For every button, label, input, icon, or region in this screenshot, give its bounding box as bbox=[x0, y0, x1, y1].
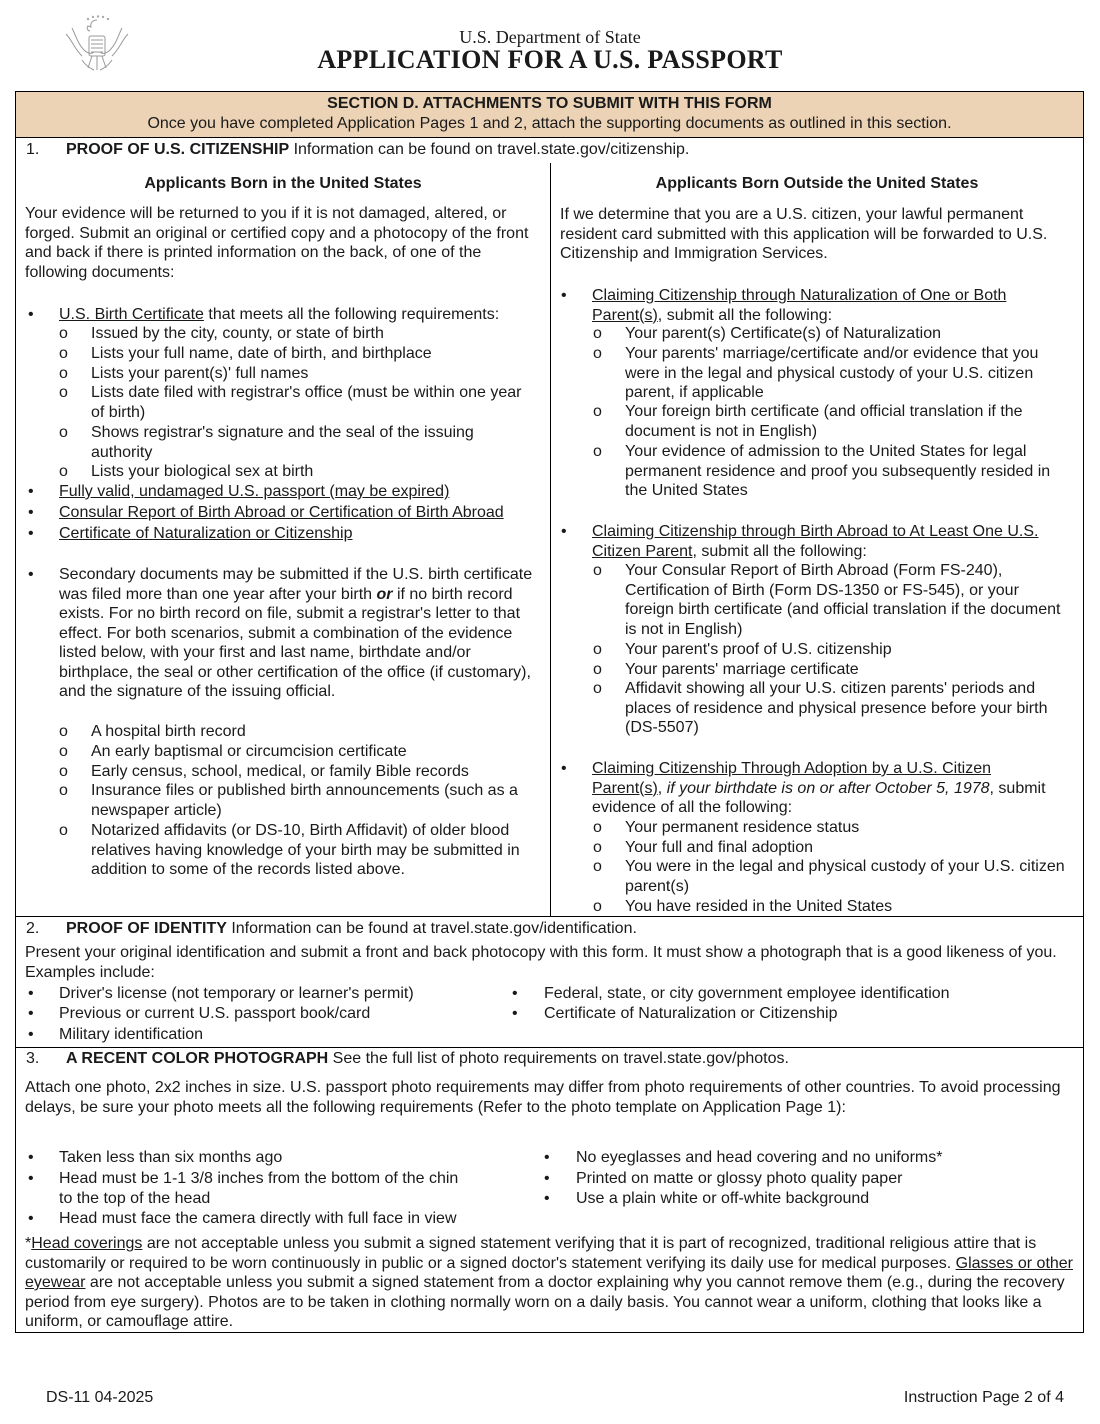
s2-left-item: Military identification bbox=[59, 1026, 204, 1043]
s3-note bbox=[25, 1234, 1077, 1332]
bullet-icon: • bbox=[561, 760, 567, 777]
bullet-icon: • bbox=[28, 1210, 34, 1227]
head-coverings-link: Head coverings bbox=[31, 1235, 143, 1252]
naturalization-link: Claiming Citizenship through Naturalization of One or Both Parent(s) bbox=[592, 287, 1007, 324]
right-b3-sub: Your full and final adoption bbox=[625, 839, 813, 856]
right-b3-sub: You have resided in the United States bbox=[625, 898, 893, 915]
sub-bullet-icon: o bbox=[59, 325, 68, 342]
s3-intro: Attach one photo, 2x2 inches in size. U.S. passport photo requirements may differ from photo requirements of other countries. To avoid processing delays, be sure your photo meets all the following requirements (Refer to the photo template on Application Page 1): bbox=[25, 1079, 1061, 1116]
bullet-icon: • bbox=[512, 985, 518, 1002]
bullet-icon: • bbox=[28, 306, 34, 323]
column-divider bbox=[550, 163, 551, 916]
left-b2: Fully valid, undamaged U.S. passport (may be expired) bbox=[59, 483, 450, 500]
left-b5-sub: A hospital birth record bbox=[91, 723, 246, 740]
left-b5-b: if no birth record exists. For no birth record on file, submit a registrar's letter to that effect. For both scenarios, submit a combination of the evidence listed below, with your first and last name, birthdate and/or birthplace, the seal or other certification of the office (if customary), and the signature of the issuing official. bbox=[59, 585, 531, 700]
right-b2 bbox=[592, 522, 1077, 561]
bullet-icon: • bbox=[28, 985, 34, 1002]
sub-bullet-icon: o bbox=[593, 345, 602, 362]
s2-title: PROOF OF IDENTITY bbox=[66, 920, 227, 937]
s2-number: 2. bbox=[26, 920, 40, 937]
right-b1-rest: , submit all the following: bbox=[657, 306, 833, 324]
left-b1-sub: Lists your full name, date of birth, and birthplace bbox=[91, 345, 432, 362]
left-b5-sub: Notarized affidavits (or DS-10, Birth Affidavit) of older blood relatives having knowledge of your birth may be submitted in addition to some of the records listed above. bbox=[91, 822, 520, 878]
bullet-icon: • bbox=[512, 1005, 518, 1022]
right-heading: Applicants Born Outside the United States bbox=[655, 175, 979, 192]
section-d-frame bbox=[15, 91, 1084, 1333]
left-b1-rest: that meets all the following requirements: bbox=[203, 306, 500, 323]
sub-bullet-icon: o bbox=[59, 782, 68, 799]
birth-certificate-link: U.S. Birth Certificate bbox=[59, 306, 204, 323]
bullet-icon: • bbox=[544, 1170, 550, 1187]
s2-intro: Present your original identification and submit a front and back photocopy with this form. It must show a photograph that is a good likeness of you. Examples include: bbox=[25, 944, 1057, 981]
s2-right-item: Certificate of Naturalization or Citizenship bbox=[544, 1005, 838, 1022]
right-b2-sub: Your parents' marriage certificate bbox=[625, 661, 859, 678]
bullet-icon: • bbox=[28, 1149, 34, 1166]
s2-left-item: Driver's license (not temporary or learner's permit) bbox=[59, 985, 414, 1002]
right-b1-sub: Your parent(s) Certificate(s) of Naturalization bbox=[625, 325, 941, 342]
s2-right-item: Federal, state, or city government employee identification bbox=[544, 985, 950, 1002]
sub-bullet-icon: o bbox=[59, 384, 68, 401]
adoption-link: Claiming Citizenship Through Adoption by a U.S. Citizen Parent(s) bbox=[592, 760, 992, 797]
right-b3: Claiming Citizenship Through Adoption by a U.S. Citizen Parent(s), if your birthdate is on or after October 5, 1978, submit evidence of all the following: bbox=[592, 760, 1046, 816]
sub-bullet-icon: o bbox=[593, 898, 602, 915]
sub-bullet-icon: o bbox=[593, 839, 602, 856]
left-intro: Your evidence will be returned to you if it is not damaged, altered, or forged. Submit an original or certified copy and a photocopy of the front and back if there is printed information on the back, of one of the following documents: bbox=[25, 205, 529, 281]
left-b5-sub: An early baptismal or circumcision certificate bbox=[91, 743, 407, 760]
bullet-icon: • bbox=[28, 1005, 34, 1022]
right-b2-sub: Affidavit showing all your U.S. citizen parents' periods and places of residence and physical presence before your birth (DS-5507) bbox=[625, 680, 1048, 736]
form-id: DS-11 04-2025 bbox=[46, 1389, 154, 1406]
bullet-icon: • bbox=[544, 1190, 550, 1207]
sub-bullet-icon: o bbox=[593, 819, 602, 836]
s1-number: 1. bbox=[26, 141, 40, 158]
right-b1-sub: Your evidence of admission to the United States for legal permanent residence and proof you subsequently resided in the United States bbox=[625, 443, 1051, 499]
s3-info: See the full list of photo requirements on travel.state.gov/photos. bbox=[328, 1050, 789, 1067]
s3-left-item: Head must face the camera directly with full face in view bbox=[59, 1210, 457, 1227]
s3-right-item: Printed on matte or glossy photo quality paper bbox=[576, 1170, 903, 1187]
right-b2-rest: , submit all the following: bbox=[692, 542, 867, 560]
note-mid: are not acceptable unless you submit a signed statement verifying that it is part of recognized, traditional religious attire that is customarily or required to be worn continuously in public or a signed doctor's statement verifying its daily use for medical purposes. bbox=[25, 1235, 1037, 1272]
left-b1-sub: Shows registrar's signature and the seal of the issuing authority bbox=[91, 424, 474, 461]
sub-bullet-icon: o bbox=[593, 562, 602, 579]
sub-bullet-icon: o bbox=[59, 424, 68, 441]
s1-heading bbox=[66, 140, 689, 160]
s3-left-item: Taken less than six months ago bbox=[59, 1149, 283, 1166]
bullet-icon: • bbox=[544, 1149, 550, 1166]
s3-right-item: Use a plain white or off-white background bbox=[576, 1190, 870, 1207]
bullet-icon: • bbox=[28, 566, 34, 583]
right-b3-sub: Your permanent residence status bbox=[625, 819, 860, 836]
s3-heading bbox=[66, 1049, 789, 1069]
section-header bbox=[16, 92, 1083, 138]
divider bbox=[16, 1047, 1083, 1048]
sub-bullet-icon: o bbox=[593, 858, 602, 875]
left-b1 bbox=[59, 305, 539, 325]
bullet-icon: • bbox=[28, 525, 34, 542]
sub-bullet-icon: o bbox=[59, 822, 68, 839]
sub-bullet-icon: o bbox=[593, 325, 602, 342]
note-end: are not acceptable unless you submit a signed statement from a doctor explaining why you cannot remove them (e.g., during the recovery period from eye surgery). Photos are to be taken in clothing normally worn on a daily basis. You cannot wear a uniform, clothing that looks like a uniform, or camouflage attire. bbox=[25, 1274, 1065, 1330]
left-b5-sub: Insurance files or published birth announcements (such as a newspaper article) bbox=[91, 782, 518, 819]
bullet-icon: • bbox=[28, 483, 34, 500]
s2-heading bbox=[66, 919, 637, 939]
s1-title: PROOF OF U.S. CITIZENSHIP bbox=[66, 141, 290, 158]
right-b3-rest: submit evidence of all the following: bbox=[592, 779, 1046, 816]
right-b3-sub: You were in the legal and physical custody of your U.S. citizen parent(s) bbox=[625, 858, 1065, 895]
left-b1-sub: Lists date filed with registrar's office (must be within one year of birth) bbox=[91, 384, 522, 421]
sub-bullet-icon: o bbox=[59, 763, 68, 780]
left-b5-sub: Early census, school, medical, or family Bible records bbox=[91, 763, 469, 780]
sub-bullet-icon: o bbox=[593, 680, 602, 697]
s2-left-item: Previous or current U.S. passport book/card bbox=[59, 1005, 371, 1022]
sub-bullet-icon: o bbox=[59, 463, 68, 480]
sub-bullet-icon: o bbox=[593, 661, 602, 678]
right-b2-sub: Your parent's proof of U.S. citizenship bbox=[625, 641, 892, 658]
bullet-icon: • bbox=[28, 1170, 34, 1187]
bullet-icon: • bbox=[28, 504, 34, 521]
s1-info: Information can be found on travel.state.gov/citizenship. bbox=[289, 141, 690, 158]
left-b5-a: Secondary documents may be submitted if the U.S. birth certificate was filed more than one year after your birth bbox=[59, 566, 533, 603]
left-b3: Consular Report of Birth Abroad or Certification of Birth Abroad bbox=[59, 504, 504, 521]
right-intro: If we determine that you are a U.S. citizen, your lawful permanent resident card submitted with this application will be forwarded to U.S. Citizenship and Immigration Services. bbox=[560, 206, 1048, 262]
s3-right-item: No eyeglasses and head covering and no uniforms* bbox=[576, 1149, 943, 1166]
right-b2-sub: Your Consular Report of Birth Abroad (Form FS-240), Certification of Birth (Form DS-1350 or FS-545), or your foreign birth certificate (and official translation if the document is not in English) bbox=[625, 562, 1061, 638]
sub-bullet-icon: o bbox=[59, 743, 68, 760]
sub-bullet-icon: o bbox=[59, 723, 68, 740]
right-b1-sub: Your parents' marriage/certificate and/or evidence that you were in the legal and physical custody of your U.S. citizen parent, if applicable bbox=[625, 345, 1039, 401]
birth-abroad-link: Claiming Citizenship through Birth Abroad to At Least One U.S. Citizen Parent bbox=[592, 523, 1039, 560]
note-star: * bbox=[25, 1235, 32, 1252]
left-b4: Certificate of Naturalization or Citizenship bbox=[59, 525, 353, 542]
sub-bullet-icon: o bbox=[593, 403, 602, 420]
sub-bullet-icon: o bbox=[59, 365, 68, 382]
bullet-icon: • bbox=[561, 523, 567, 540]
left-heading: Applicants Born in the United States bbox=[144, 175, 422, 192]
page-title: APPLICATION FOR A U.S. PASSPORT bbox=[317, 45, 783, 74]
left-b5 bbox=[59, 565, 544, 702]
department-name: U.S. Department of State bbox=[459, 27, 641, 47]
page-number: Instruction Page 2 of 4 bbox=[903, 1389, 1064, 1406]
s3-left-item: Head must be 1-1 3/8 inches from the bottom of the chin to the top of the head bbox=[59, 1170, 459, 1207]
bullet-icon: • bbox=[28, 1026, 34, 1043]
left-b1-sub: Issued by the city, county, or state of birth bbox=[91, 325, 384, 342]
left-b5-or: or bbox=[376, 585, 393, 603]
right-b3-italic: if your birthdate is on or after October 5, 1978 bbox=[666, 779, 990, 797]
right-b1 bbox=[592, 286, 1052, 325]
bullet-icon: • bbox=[561, 287, 567, 304]
right-b1-sub: Your foreign birth certificate (and official translation if the document is not in English) bbox=[625, 403, 1023, 440]
left-b1-sub: Lists your parent(s)' full names bbox=[91, 365, 309, 382]
sub-bullet-icon: o bbox=[593, 443, 602, 460]
divider bbox=[16, 916, 1083, 917]
sub-bullet-icon: o bbox=[593, 641, 602, 658]
s3-title: A RECENT COLOR PHOTOGRAPH bbox=[66, 1050, 329, 1067]
sub-bullet-icon: o bbox=[59, 345, 68, 362]
s2-info: Information can be found at travel.state.gov/identification. bbox=[226, 920, 637, 937]
section-title: SECTION D. ATTACHMENTS TO SUBMIT WITH THIS FORM bbox=[327, 95, 772, 112]
left-b1-sub: Lists your biological sex at birth bbox=[91, 463, 314, 480]
eyewear-link: Glasses or other eyewear bbox=[25, 1254, 1074, 1291]
section-subtitle: Once you have completed Application Pages 1 and 2, attach the supporting documents as outlined in this section. bbox=[147, 114, 952, 132]
s3-number: 3. bbox=[26, 1050, 40, 1067]
